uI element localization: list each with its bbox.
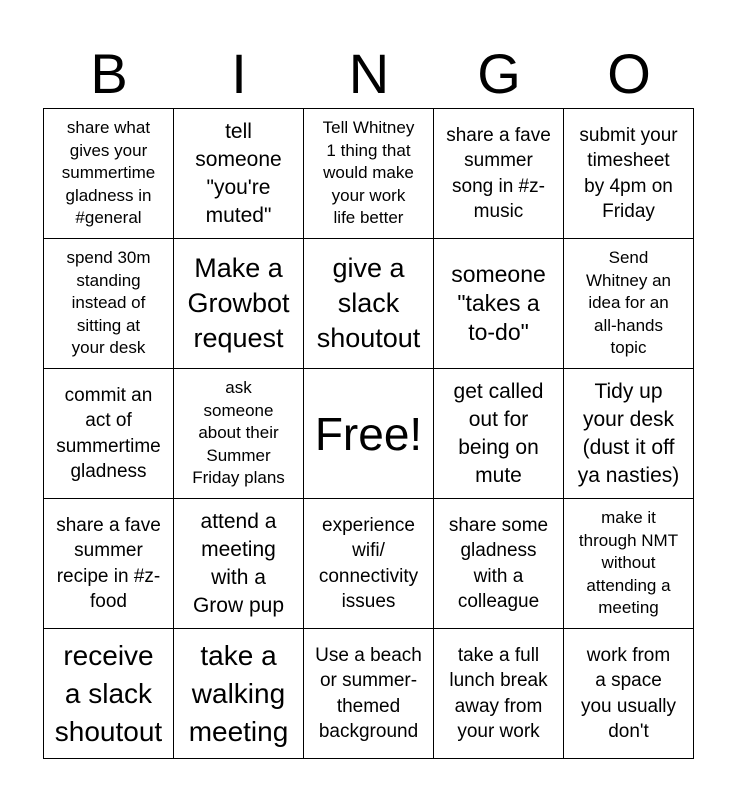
cell-text: Tidy up your desk (dust it off ya nasties) xyxy=(577,379,680,487)
bingo-cell-r1-c1[interactable] xyxy=(44,109,174,239)
cell-text: make it through NMT without attending a meeting xyxy=(578,508,679,618)
bingo-grid xyxy=(43,108,694,759)
bingo-cell-r4-c1[interactable] xyxy=(44,499,174,629)
bingo-cell-r3-c5[interactable] xyxy=(564,369,694,499)
cell-text: take a full lunch break away from your work xyxy=(449,644,548,742)
cell-text: tell someone "you're muted" xyxy=(195,119,282,227)
cell-text: submit your timesheet by 4pm on Friday xyxy=(579,124,678,222)
cell-text: work from a space you usually don't xyxy=(580,644,677,742)
bingo-cell-r2-c2[interactable] xyxy=(174,239,304,369)
cell-text: share some gladness with a colleague xyxy=(448,514,549,612)
cell-text: share a fave summer song in #z- music xyxy=(446,124,551,222)
bingo-cell-r2-c5[interactable] xyxy=(564,239,694,369)
cell-text: someone "takes a to-do" xyxy=(451,261,546,345)
free-space-label: Free! xyxy=(314,407,423,460)
bingo-cell-r5-c4[interactable] xyxy=(434,629,564,759)
header-letter-g: G xyxy=(477,42,521,105)
bingo-cell-r2-c4[interactable] xyxy=(434,239,564,369)
bingo-cell-free[interactable] xyxy=(304,369,434,499)
cell-text: attend a meeting with a Grow pup xyxy=(192,509,285,617)
cell-text: experience wifi/ connectivity issues xyxy=(318,514,419,612)
bingo-cell-r4-c5[interactable] xyxy=(564,499,694,629)
bingo-cell-r1-c4[interactable] xyxy=(434,109,564,239)
header-letter-n: N xyxy=(348,42,390,105)
cell-text: Make a Growbot request xyxy=(187,253,290,353)
cell-text: Use a beach or summer- themed background xyxy=(315,644,422,742)
cell-text: receive a slack shoutout xyxy=(54,639,163,747)
cell-text: get called out for being on mute xyxy=(453,379,544,487)
cell-text: share what gives your summertime gladness in #general xyxy=(61,118,156,228)
bingo-cell-r3-c2[interactable] xyxy=(174,369,304,499)
bingo-cell-r5-c2[interactable] xyxy=(174,629,304,759)
cell-text: take a walking meeting xyxy=(188,639,289,747)
bingo-cell-r4-c4[interactable] xyxy=(434,499,564,629)
bingo-cell-r3-c1[interactable] xyxy=(44,369,174,499)
header-letter-o: O xyxy=(607,42,651,105)
cell-text: commit an act of summertime gladness xyxy=(56,384,161,482)
cell-text: share a fave summer recipe in #z- food xyxy=(56,514,161,612)
header-letter-b: B xyxy=(90,42,128,105)
cell-text: give a slack shoutout xyxy=(316,253,421,353)
header-letter-i: I xyxy=(231,42,247,105)
bingo-header xyxy=(44,40,694,108)
cell-text: ask someone about their Summer Friday plans xyxy=(192,378,285,488)
bingo-cell-r2-c3[interactable] xyxy=(304,239,434,369)
bingo-cell-r5-c1[interactable] xyxy=(44,629,174,759)
bingo-cell-r5-c3[interactable] xyxy=(304,629,434,759)
bingo-cell-r4-c3[interactable] xyxy=(304,499,434,629)
bingo-cell-r1-c2[interactable] xyxy=(174,109,304,239)
bingo-cell-r5-c5[interactable] xyxy=(564,629,694,759)
bingo-cell-r2-c1[interactable] xyxy=(44,239,174,369)
cell-text: Send Whitney an idea for an all-hands topic xyxy=(585,248,672,358)
bingo-cell-r1-c3[interactable] xyxy=(304,109,434,239)
bingo-cell-r4-c2[interactable] xyxy=(174,499,304,629)
cell-text: spend 30m standing instead of sitting at your desk xyxy=(66,248,151,358)
cell-text: Tell Whitney 1 thing that would make your work life better xyxy=(322,118,415,228)
bingo-cell-r1-c5[interactable] xyxy=(564,109,694,239)
bingo-cell-r3-c4[interactable] xyxy=(434,369,564,499)
